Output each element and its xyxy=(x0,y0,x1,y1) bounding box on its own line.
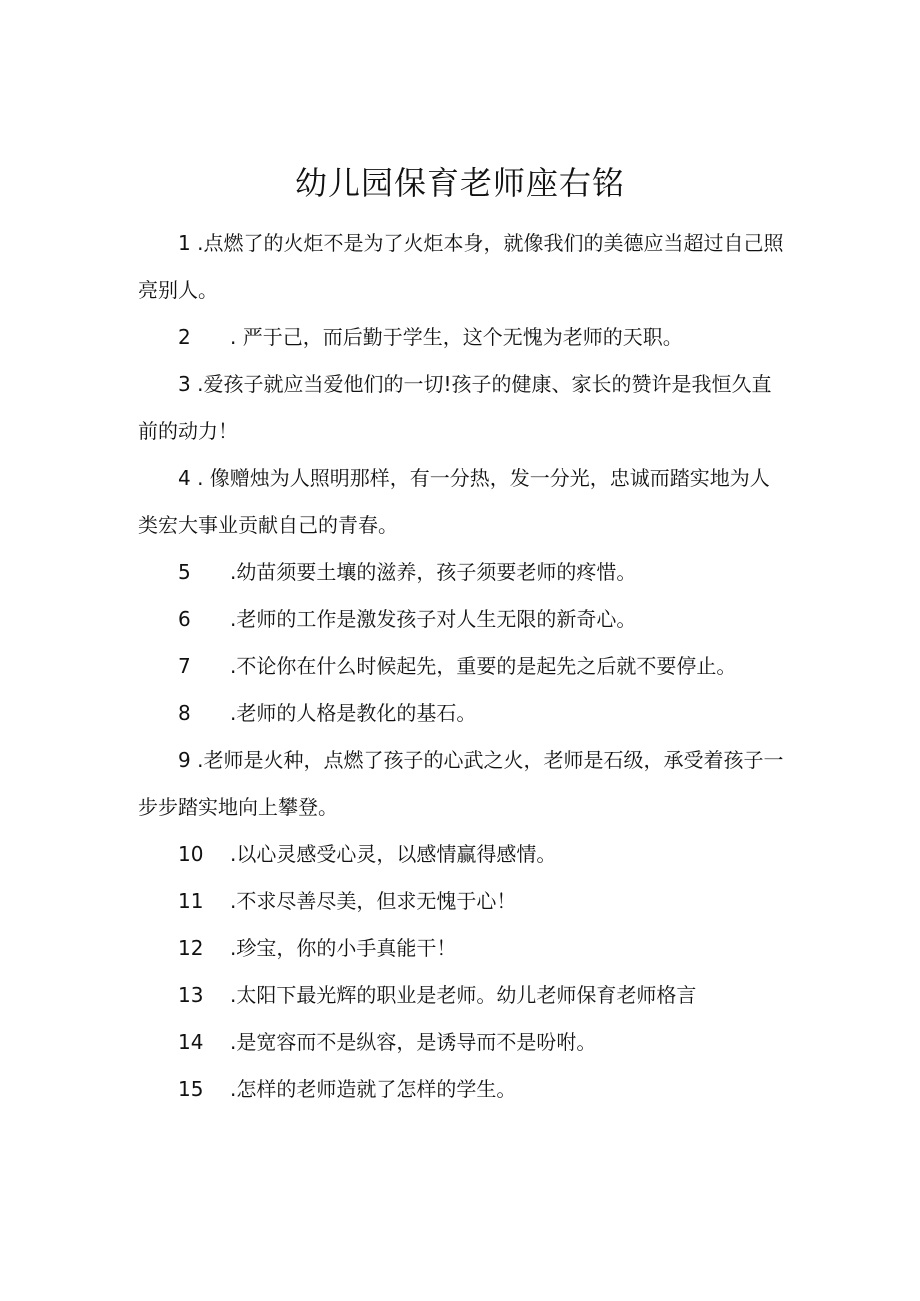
list-item xyxy=(138,361,788,455)
list-item xyxy=(138,549,788,596)
item-number: 5 xyxy=(178,560,191,584)
item-text: .珍宝，你的小手真能干！ xyxy=(230,936,457,960)
item-number: 9 xyxy=(178,748,191,772)
list-item xyxy=(138,596,788,643)
item-text: .点燃了的火炬不是为了火炬本身，就像我们的美德应当超过自己照亮别人。 xyxy=(138,231,784,302)
item-text: .不论你在什么时候起先，重要的是起先之后就不要停止。 xyxy=(230,654,737,678)
item-text: . 像赠烛为人照明那样，有一分热，发一分光，忠诚而踏实地为人类宏大事业贡献自己的青春。 xyxy=(138,466,770,537)
list-item xyxy=(138,878,788,925)
item-number: 14 xyxy=(178,1030,204,1054)
item-number: 12 xyxy=(178,936,204,960)
item-number: 7 xyxy=(178,654,191,678)
item-text: .老师的工作是激发孩子对人生无限的新奇心。 xyxy=(230,607,637,631)
item-text: .以心灵感受心灵，以感情赢得感情。 xyxy=(230,842,557,866)
item-number: 2 xyxy=(178,325,191,349)
item-text: .怎样的老师造就了怎样的学生。 xyxy=(230,1077,517,1101)
item-text: .爱孩子就应当爱他们的一切!孩子的健康、家长的赞许是我恒久直前的动力！ xyxy=(138,372,772,443)
list-item xyxy=(138,831,788,878)
item-number: 3 xyxy=(178,372,191,396)
list-item xyxy=(138,220,788,314)
page-title: 幼儿园保育老师座右铭 xyxy=(294,164,625,203)
item-number: 1 xyxy=(178,231,191,255)
list-item xyxy=(138,1019,788,1066)
item-number: 11 xyxy=(178,889,204,913)
item-number: 4 xyxy=(178,466,191,490)
item-text: .幼苗须要土壤的滋养，孩子须要老师的疼惜。 xyxy=(230,560,637,584)
list-item xyxy=(138,737,788,831)
list-item xyxy=(138,314,788,361)
list-item xyxy=(138,1066,788,1113)
item-text: .太阳下最光辉的职业是老师。幼儿老师保育老师格言 xyxy=(230,983,697,1007)
item-text: .不求尽善尽美，但求无愧于心！ xyxy=(230,889,517,913)
item-number: 8 xyxy=(178,701,191,725)
item-number: 15 xyxy=(178,1077,204,1101)
item-text: . 严于己，而后勤于学生，这个无愧为老师的天职。 xyxy=(230,325,683,349)
list-item xyxy=(138,643,788,690)
list-item xyxy=(138,972,788,1019)
list-item xyxy=(138,925,788,972)
item-text: .是宽容而不是纵容，是诱导而不是吩咐。 xyxy=(230,1030,597,1054)
motto-list xyxy=(138,220,788,1113)
item-number: 13 xyxy=(178,983,204,1007)
list-item xyxy=(138,690,788,737)
item-number: 10 xyxy=(178,842,204,866)
list-item xyxy=(138,455,788,549)
item-text: .老师是火种，点燃了孩子的心武之火，老师是石级，承受着孩子一步步踏实地向上攀登。 xyxy=(138,748,784,819)
item-text: .老师的人格是教化的基石。 xyxy=(230,701,477,725)
item-number: 6 xyxy=(178,607,191,631)
